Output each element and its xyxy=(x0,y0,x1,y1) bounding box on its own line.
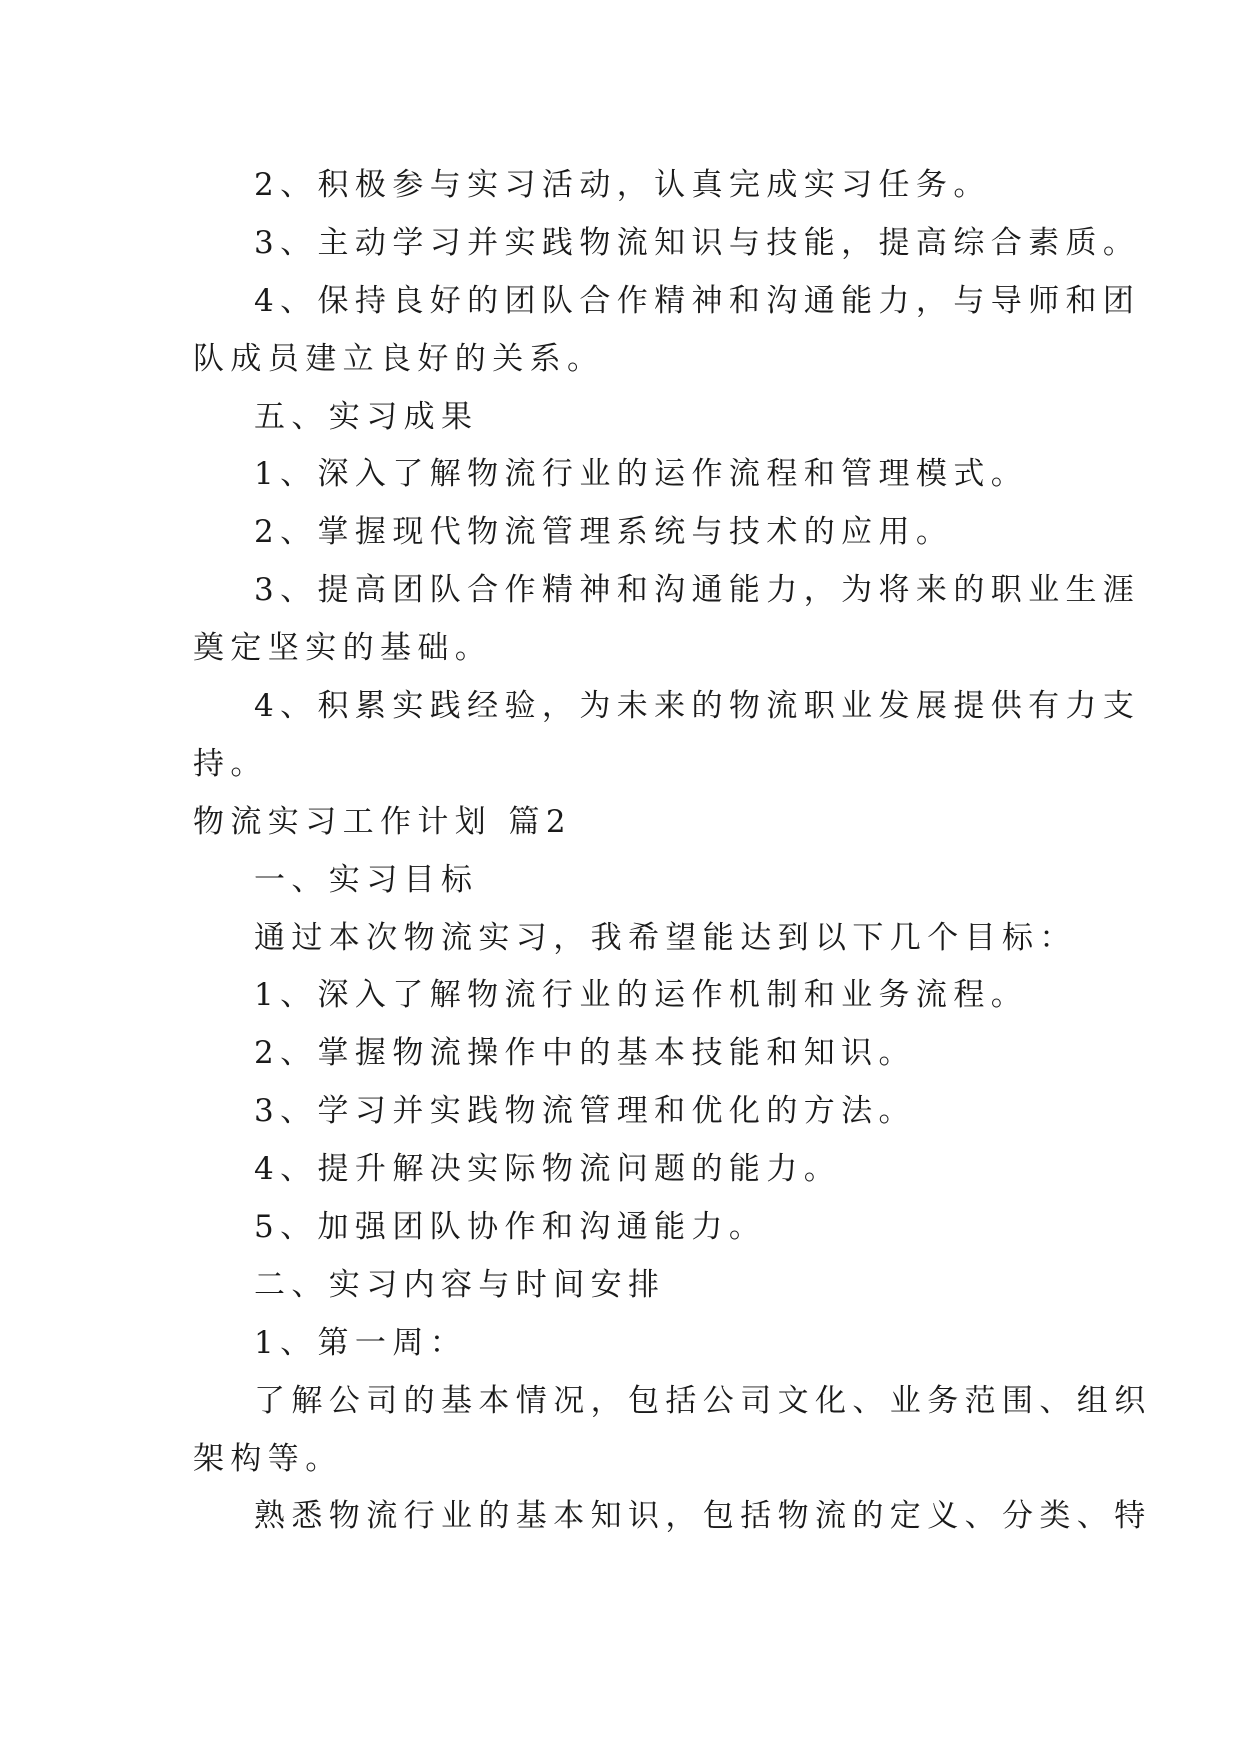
paragraph-line: 5、加强团队协作和沟通能力。 xyxy=(254,1209,767,1245)
section-heading: 一、实习目标 xyxy=(254,862,479,898)
paragraph-line: 1、深入了解物流行业的运作机制和业务流程。 xyxy=(254,977,1029,1013)
paragraph-line: 4、积累实践经验，为未来的物流职业发展提供有力支 xyxy=(254,688,1141,724)
paragraph-line: 奠定坚实的基础。 xyxy=(193,630,493,666)
paragraph-line: 2、掌握物流操作中的基本技能和知识。 xyxy=(254,1035,916,1071)
paragraph-line: 3、提高团队合作精神和沟通能力，为将来的职业生涯 xyxy=(254,572,1141,608)
paragraph-line: 4、提升解决实际物流问题的能力。 xyxy=(254,1151,842,1187)
paragraph-line: 1、深入了解物流行业的运作流程和管理模式。 xyxy=(254,456,1029,492)
paragraph-line: 1、第一周： xyxy=(254,1325,468,1361)
paragraph-line: 架构等。 xyxy=(193,1441,343,1477)
document-title: 物流实习工作计划 篇2 xyxy=(193,804,572,840)
paragraph-line: 持。 xyxy=(193,746,268,782)
paragraph-line: 熟悉物流行业的基本知识，包括物流的定义、分类、特 xyxy=(254,1498,1152,1534)
section-heading: 二、实习内容与时间安排 xyxy=(254,1267,666,1303)
paragraph-line: 3、学习并实践物流管理和优化的方法。 xyxy=(254,1093,916,1129)
paragraph-line: 了解公司的基本情况，包括公司文化、业务范围、组织 xyxy=(254,1383,1152,1419)
paragraph-line: 队成员建立良好的关系。 xyxy=(193,341,605,377)
section-heading: 五、实习成果 xyxy=(254,399,479,435)
paragraph-line: 3、主动学习并实践物流知识与技能，提高综合素质。 xyxy=(254,225,1141,261)
paragraph-line: 2、掌握现代物流管理系统与技术的应用。 xyxy=(254,514,954,550)
paragraph-line: 4、保持良好的团队合作精神和沟通能力，与导师和团 xyxy=(254,283,1141,319)
paragraph-line: 通过本次物流实习，我希望能达到以下几个目标： xyxy=(254,920,1077,956)
paragraph-line: 2、积极参与实习活动，认真完成实习任务。 xyxy=(254,167,991,203)
